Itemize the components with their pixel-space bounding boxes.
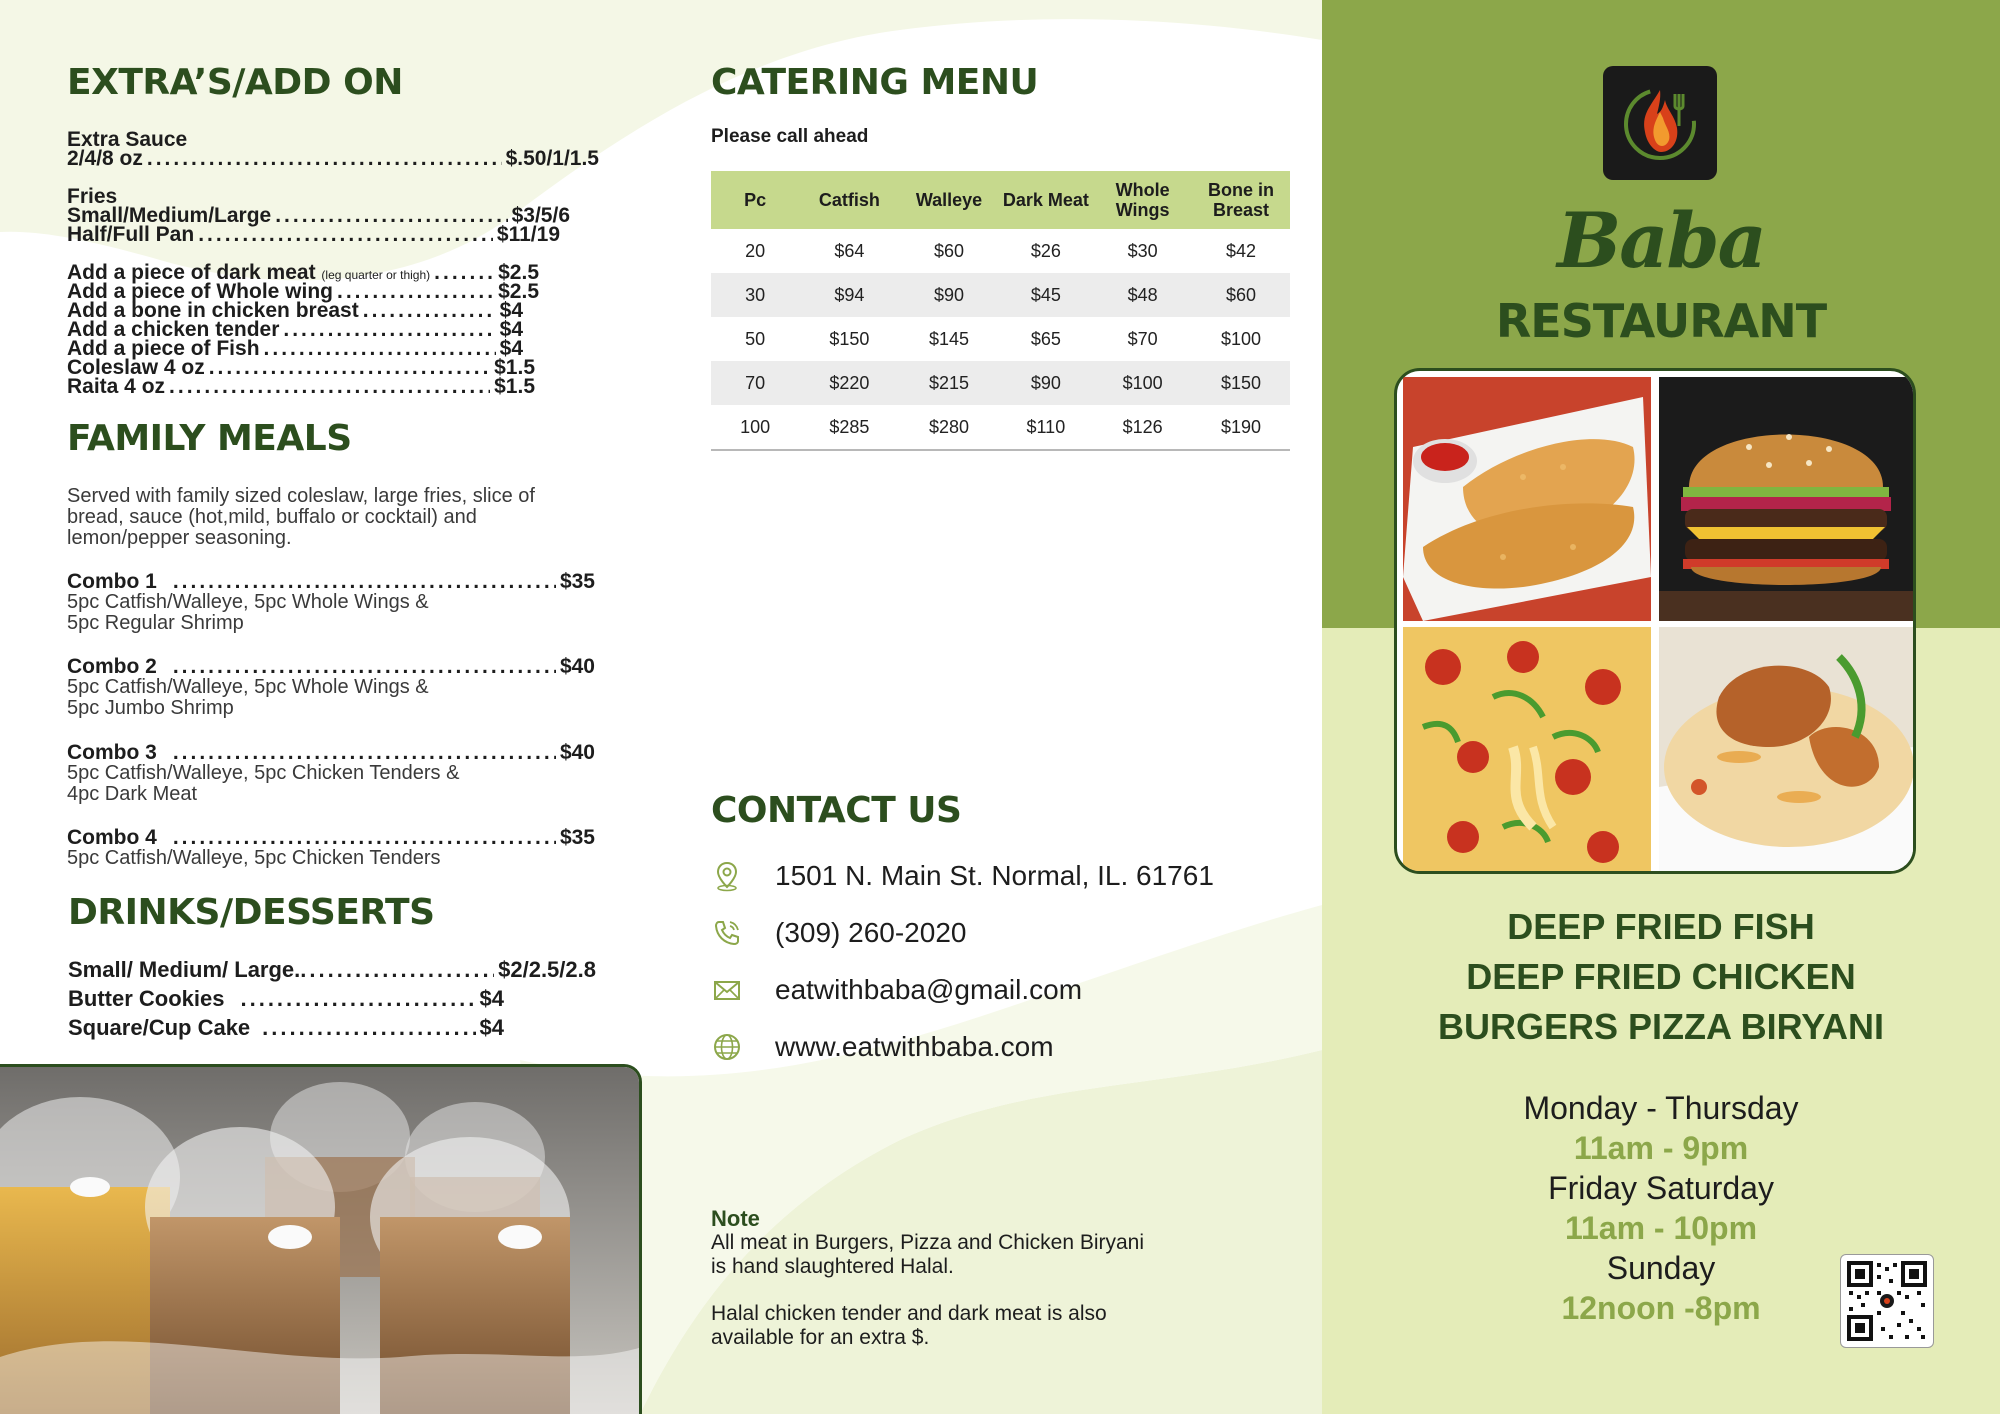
item-price: $2.5 [498, 280, 539, 303]
specialty-fish: DEEP FRIED FISH [1507, 906, 1815, 947]
leader-dots [264, 339, 496, 358]
combo-name: Combo 1 [67, 570, 157, 593]
item-label: Add a piece of Fish [67, 337, 260, 360]
contact-email[interactable] [711, 974, 1082, 1006]
item-label: Add a piece of Whole wing [67, 280, 334, 303]
item-price: $11/19 [496, 223, 560, 246]
email-link[interactable]: eatwithbaba@gmail.com [775, 974, 1083, 1005]
phone-text[interactable]: (309) 260-2020 [775, 917, 967, 948]
specialty-chicken: DEEP FRIED CHICKEN [1466, 956, 1856, 997]
item-price: $.50/1/1.5 [505, 147, 599, 170]
column-header: Pc [711, 171, 799, 229]
item-price: $3/5/6 [511, 204, 570, 227]
leader-dots [275, 206, 507, 225]
drink-line [68, 986, 504, 1011]
combo-line [67, 657, 595, 676]
table-cell: $94 [799, 273, 899, 317]
burger-photo [1659, 377, 1913, 621]
combo-desc-2: 4pc Dark Meat [67, 783, 198, 805]
note-title: Note [711, 1206, 760, 1231]
table-cell: $70 [1127, 328, 1158, 349]
table-cell: 30 [711, 273, 799, 317]
table-cell: $110 [998, 405, 1093, 450]
fried-fish-photo [1403, 377, 1651, 621]
table-cell: 100 [711, 405, 799, 450]
family-meals-heading: FAMILY MEALS [67, 418, 352, 459]
addon-note: (leg quarter or thigh) [321, 268, 431, 282]
item-price: $1.5 [494, 375, 535, 398]
addon-text: Add a piece of dark meat [67, 261, 316, 284]
fries-line-2 [67, 225, 560, 244]
item-price: $2/2.5/2.8 [498, 957, 596, 982]
leader-dots [173, 657, 556, 676]
phone-icon [711, 917, 743, 949]
leader-dots [363, 301, 496, 320]
item-price: $4 [499, 318, 523, 341]
table-cell: $65 [1030, 328, 1061, 349]
table-cell: $64 [834, 240, 865, 261]
table-cell: $26 [1030, 240, 1061, 261]
combo-desc-1: 5pc Catfish/Walleye, 5pc Whole Wings & [67, 591, 429, 613]
hours-time-3: 12noon -8pm [1561, 1290, 1761, 1326]
contact-us-heading: CONTACT US [711, 790, 962, 831]
item-price: $4 [499, 337, 523, 360]
table-cell: $100 [1093, 361, 1192, 405]
item-label: Raita 4 oz [67, 375, 166, 398]
table-row [711, 229, 1290, 273]
drink-line [68, 1015, 504, 1040]
note-line-3: Halal chicken tender and dark meat is also [711, 1302, 1107, 1325]
leader-dots [434, 263, 494, 282]
leader-dots [169, 377, 490, 396]
table-cell: 50 [745, 328, 766, 349]
family-meals-intro: Served with family sized coleslaw, large fries, slice of bread, sauce (hot,mild, buffalo or cocktail) and lemon/pepper seasoning. [67, 485, 535, 549]
fire-fork-logo-icon [1603, 66, 1717, 180]
table-cell: $48 [1093, 273, 1192, 317]
qr-code-icon [1841, 1255, 1933, 1347]
combo-name: Combo 4 [67, 826, 157, 849]
column-header: Whole Wings [1093, 171, 1192, 229]
drink-line [68, 957, 596, 982]
catering-price-table [711, 171, 1290, 451]
table-cell: $150 [1192, 361, 1290, 405]
leader-dots [198, 225, 493, 244]
contact-address [711, 860, 1214, 892]
leader-dots [262, 1018, 475, 1037]
item-price: $4 [499, 299, 523, 322]
fries-title: Fries [67, 185, 118, 208]
dessert-cups-photo [0, 1064, 642, 1414]
item-label: Add a bone in chicken breast [67, 299, 359, 322]
table-cell: $45 [998, 273, 1093, 317]
item-price: $4 [479, 1015, 504, 1040]
table-row [711, 317, 1290, 361]
table-cell: $190 [1192, 405, 1290, 450]
combo-line [67, 743, 595, 762]
hours-days-3: Sunday [1606, 1250, 1716, 1286]
table-header-row [711, 171, 1290, 229]
catering-menu-heading: CATERING MENU [711, 62, 1039, 103]
column-header: Bone in Breast [1192, 171, 1290, 229]
combo-line [67, 828, 595, 847]
item-label: Half/Full Pan [67, 223, 195, 246]
leader-dots [173, 572, 556, 591]
note-line-4: available for an extra $. [711, 1326, 930, 1349]
combo-price: $40 [559, 741, 595, 764]
mail-icon [711, 974, 743, 1006]
item-label: Add a chicken tender [67, 318, 280, 341]
table-cell: $280 [900, 405, 999, 450]
item-label: Small/ Medium/ Large. [68, 957, 301, 982]
pizza-photo [1403, 627, 1651, 871]
table-cell: $60 [1192, 273, 1290, 317]
combo-desc-2: 5pc Regular Shrimp [67, 612, 244, 634]
hours-days-1: Monday - Thursday [1523, 1090, 1799, 1126]
combo-price: $35 [559, 570, 595, 593]
biryani-photo [1659, 627, 1913, 871]
hours-time-2: 11am - 10pm [1564, 1210, 1758, 1246]
leader-dots [147, 149, 502, 168]
column-header: Dark Meat [998, 171, 1093, 229]
table-cell: $126 [1093, 405, 1192, 450]
table-cell: $150 [829, 328, 870, 349]
combo-price: $35 [559, 826, 595, 849]
table-cell: $215 [900, 361, 999, 405]
table-cell: 70 [711, 361, 799, 405]
website-link[interactable]: www.eatwithbaba.com [775, 1031, 1054, 1062]
extra-sauce-line [67, 149, 599, 168]
table-cell: $42 [1225, 240, 1256, 261]
table-cell: $100 [1220, 328, 1261, 349]
combo-desc-2: 5pc Jumbo Shrimp [67, 697, 234, 719]
contact-website[interactable] [711, 1031, 1054, 1063]
combo-name: Combo 2 [67, 655, 157, 678]
globe-icon [711, 1031, 743, 1063]
leader-dots [209, 358, 490, 377]
leader-dots [337, 282, 494, 301]
extra-sauce-title: Extra Sauce [67, 128, 188, 151]
table-cell: $60 [934, 240, 965, 261]
table-cell: $145 [929, 328, 970, 349]
catering-subtitle: Please call ahead [711, 126, 869, 147]
food-collage [1394, 368, 1916, 874]
leader-dots [300, 960, 494, 979]
item-price: $2.5 [498, 261, 539, 284]
restaurant-logo [1603, 66, 1717, 180]
combo-line [67, 572, 595, 591]
table-row [711, 405, 1290, 450]
brand-name: RESTAURANT [1495, 294, 1827, 348]
table-cell: 20 [745, 240, 766, 261]
item-label: 2/4/8 oz [67, 147, 143, 170]
location-pin-icon [711, 860, 743, 892]
item-label: Square/Cup Cake [68, 1015, 251, 1040]
item-price: $1.5 [494, 356, 535, 379]
leader-dots [283, 320, 495, 339]
combo-desc-1: 5pc Catfish/Walleye, 5pc Chicken Tenders [67, 847, 441, 869]
addon-line [67, 377, 535, 396]
leader-dots [173, 743, 556, 762]
address-text: 1501 N. Main St. Normal, IL. 61761 [775, 860, 1214, 891]
column-header: Walleye [900, 171, 999, 229]
specialty-burgers-pizza-biryani: BURGERS PIZZA BIRYANI [1437, 1006, 1885, 1047]
table-cell: $30 [1127, 240, 1158, 261]
item-price: $4 [479, 986, 504, 1011]
note-line-1: All meat in Burgers, Pizza and Chicken Biryani [711, 1231, 1145, 1254]
table-cell: $90 [998, 361, 1093, 405]
drinks-desserts-heading: DRINKS/DESSERTS [68, 892, 435, 933]
table-row [711, 361, 1290, 405]
item-label: Coleslaw 4 oz [67, 356, 205, 379]
contact-phone[interactable] [711, 917, 966, 949]
hours-time-1: 11am - 9pm [1573, 1130, 1749, 1166]
item-label: Small/Medium/Large [67, 204, 272, 227]
table-row [711, 273, 1290, 317]
leader-dots [173, 828, 556, 847]
combo-desc-1: 5pc Catfish/Walleye, 5pc Whole Wings & [67, 676, 429, 698]
leader-dots [240, 989, 475, 1008]
note-line-2: is hand slaughtered Halal. [711, 1255, 954, 1278]
table-cell: $90 [900, 273, 999, 317]
column-header: Catfish [799, 171, 899, 229]
extras-heading: EXTRA’S/ADD ON [67, 62, 403, 103]
qr-code[interactable] [1840, 1254, 1934, 1348]
hours-days-2: Friday Saturday [1548, 1170, 1774, 1206]
brand-script-name: Baba [1557, 196, 1765, 285]
combo-name: Combo 3 [67, 741, 157, 764]
item-label: Butter Cookies [68, 986, 225, 1011]
table-cell: $220 [799, 361, 899, 405]
table-cell: $285 [799, 405, 899, 450]
combo-price: $40 [559, 655, 595, 678]
combo-desc-1: 5pc Catfish/Walleye, 5pc Chicken Tenders & [67, 762, 460, 784]
